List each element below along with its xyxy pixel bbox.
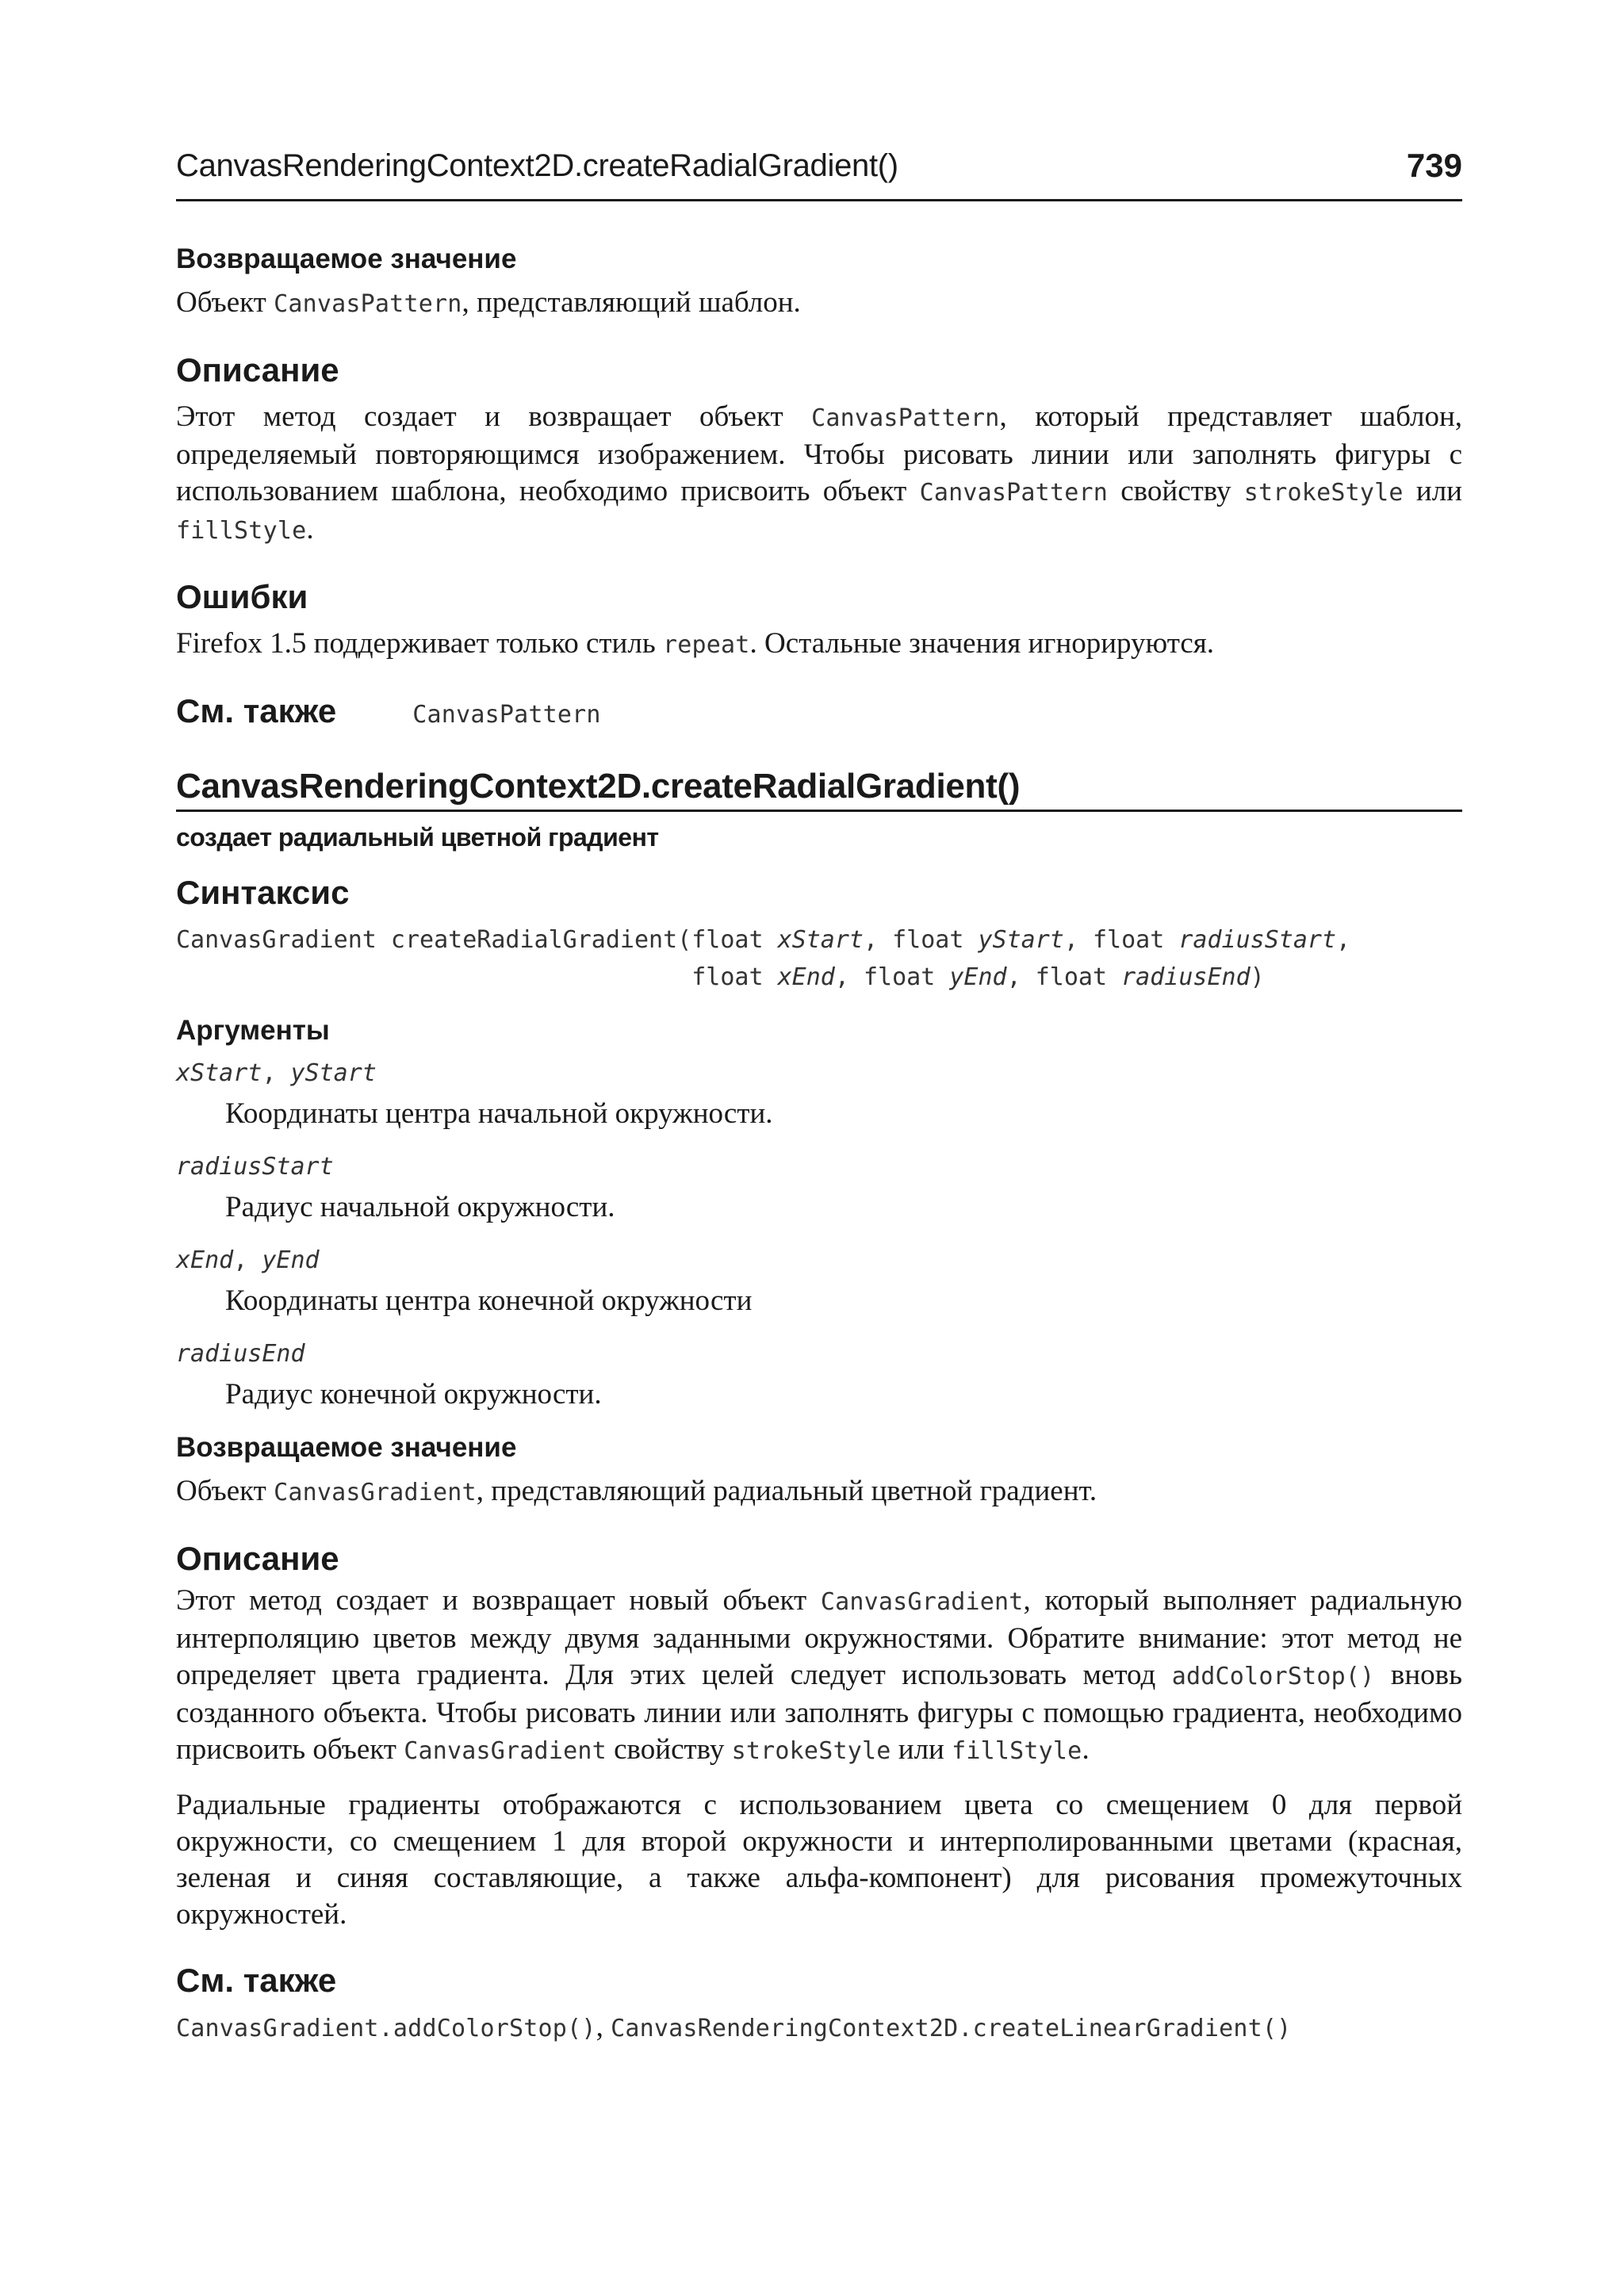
argument-item — [176, 1150, 1462, 1226]
code-span: repeat — [662, 631, 750, 659]
argument-item — [176, 1243, 1462, 1319]
code-span: fillStyle — [952, 1737, 1082, 1765]
argument-name: xStart, yStart — [176, 1059, 377, 1087]
code-span: CanvasPattern — [811, 404, 1000, 432]
prev-return-text: Объект CanvasPattern, представляющий шаблон. — [176, 286, 801, 319]
description-paragraph: Этот метод создает и возвращает новый объект CanvasGradient, который выполняет радиальную интерполяцию цветов между двумя заданными окружностями. Обратите внимание: этот метод не определяет цвета градиента. Для этих целей следует использовать метод addColorStop() вновь созданного объекта. Чтобы рисовать линии или заполнять фигуры с помощью градиента, необходимо присвоить объект CanvasGradient свойству strokeStyle или fillStyle. — [176, 1584, 1462, 1766]
see-also-link[interactable]: CanvasRenderingContext2D.createLinearGradient() — [611, 2015, 1292, 2042]
return-heading: Возвращаемое значение — [176, 1432, 517, 1463]
argument-description: Координаты центра начальной окружности. — [225, 1097, 773, 1130]
syntax-line: float xEnd, float yEnd, float radiusEnd) — [176, 963, 1265, 991]
code-span: CanvasGradient — [820, 1588, 1024, 1616]
syntax-line: CanvasGradient createRadialGradient(float xStart, float yStart, float radiusStart, — [176, 926, 1351, 954]
page-number: 739 — [1406, 147, 1462, 184]
prev-see-also — [176, 691, 1462, 732]
argument-name: xEnd, yEnd — [176, 1246, 320, 1274]
syntax-arg: xStart — [777, 926, 864, 954]
syntax-arg: yEnd — [949, 963, 1007, 991]
syntax-arg: xEnd — [777, 963, 835, 991]
see-also-heading: См. также — [176, 1962, 337, 1999]
syntax-heading: Синтаксис — [176, 874, 350, 911]
prev-see-also-heading: См. также — [176, 692, 337, 729]
argument-description: Радиус начальной окружности. — [225, 1191, 615, 1223]
prev-description-heading: Описание — [176, 351, 339, 389]
argument-name: radiusStart — [176, 1153, 334, 1181]
return-text: Объект CanvasGradient, представляющий радиальный цветной градиент. — [176, 1475, 1097, 1507]
prev-errors-text: Firefox 1.5 поддерживает только стиль repeat. Остальные значения игнорируются. — [176, 627, 1215, 660]
code-span: strokeStyle — [1243, 479, 1404, 507]
code-span: CanvasPattern — [274, 290, 462, 318]
description-heading: Описание — [176, 1540, 339, 1577]
code-span: CanvasPattern — [919, 479, 1108, 507]
argument-description: Радиус конечной окружности. — [225, 1378, 602, 1411]
argument-name: radiusEnd — [176, 1340, 305, 1368]
argument-item — [176, 1337, 1462, 1413]
see-also-link[interactable]: CanvasPattern — [412, 701, 601, 729]
description-paragraph: Радиальные градиенты отображаются с использованием цвета со смещением 0 для первой окружности, со смещением 1 для второй окружности и интерполированными цветами (красная, зеленая и синяя составляющие, а также альфа-компонент) для рисования промежуточных окружностей. — [176, 1789, 1462, 1931]
syntax-arg: radiusStart — [1178, 926, 1337, 954]
see-also-link[interactable]: CanvasGradient.addColorStop() — [176, 2015, 596, 2042]
syntax-block — [176, 921, 1462, 996]
argument-description: Координаты центра конечной окружности — [225, 1284, 753, 1317]
code-span: strokeStyle — [731, 1737, 891, 1765]
syntax-arg: yStart — [978, 926, 1064, 954]
syntax-arg: radiusEnd — [1121, 963, 1251, 991]
arguments-heading: Аргументы — [176, 1015, 330, 1046]
prev-errors-heading: Ошибки — [176, 578, 308, 615]
code-span: CanvasGradient — [404, 1737, 607, 1765]
code-span: fillStyle — [176, 517, 307, 545]
entry-header — [176, 764, 1462, 812]
entry-subtitle: создает радиальный цветной градиент — [176, 823, 659, 852]
code-span: CanvasGradient — [274, 1479, 477, 1506]
page-body — [176, 242, 1462, 2047]
running-header — [176, 147, 1462, 201]
code-span: addColorStop() — [1171, 1663, 1375, 1690]
prev-description-text: Этот метод создает и возвращает объект CanvasPattern, который представляет шаблон, определяемый повторяющимся изображением. Чтобы рисовать линии или заполнять фигуры с использованием шаблона, необходимо присвоить объект CanvasPattern свойству strokeStyle или fillStyle. — [176, 400, 1462, 545]
argument-item — [176, 1056, 1462, 1132]
running-title: CanvasRenderingContext2D.createRadialGradient() — [176, 148, 898, 183]
see-also-list: CanvasGradient.addColorStop(), CanvasRenderingContext2D.createLinearGradient() — [176, 2011, 1292, 2043]
prev-return-heading: Возвращаемое значение — [176, 243, 517, 274]
entry-title: CanvasRenderingContext2D.createRadialGradient() — [176, 767, 1021, 806]
